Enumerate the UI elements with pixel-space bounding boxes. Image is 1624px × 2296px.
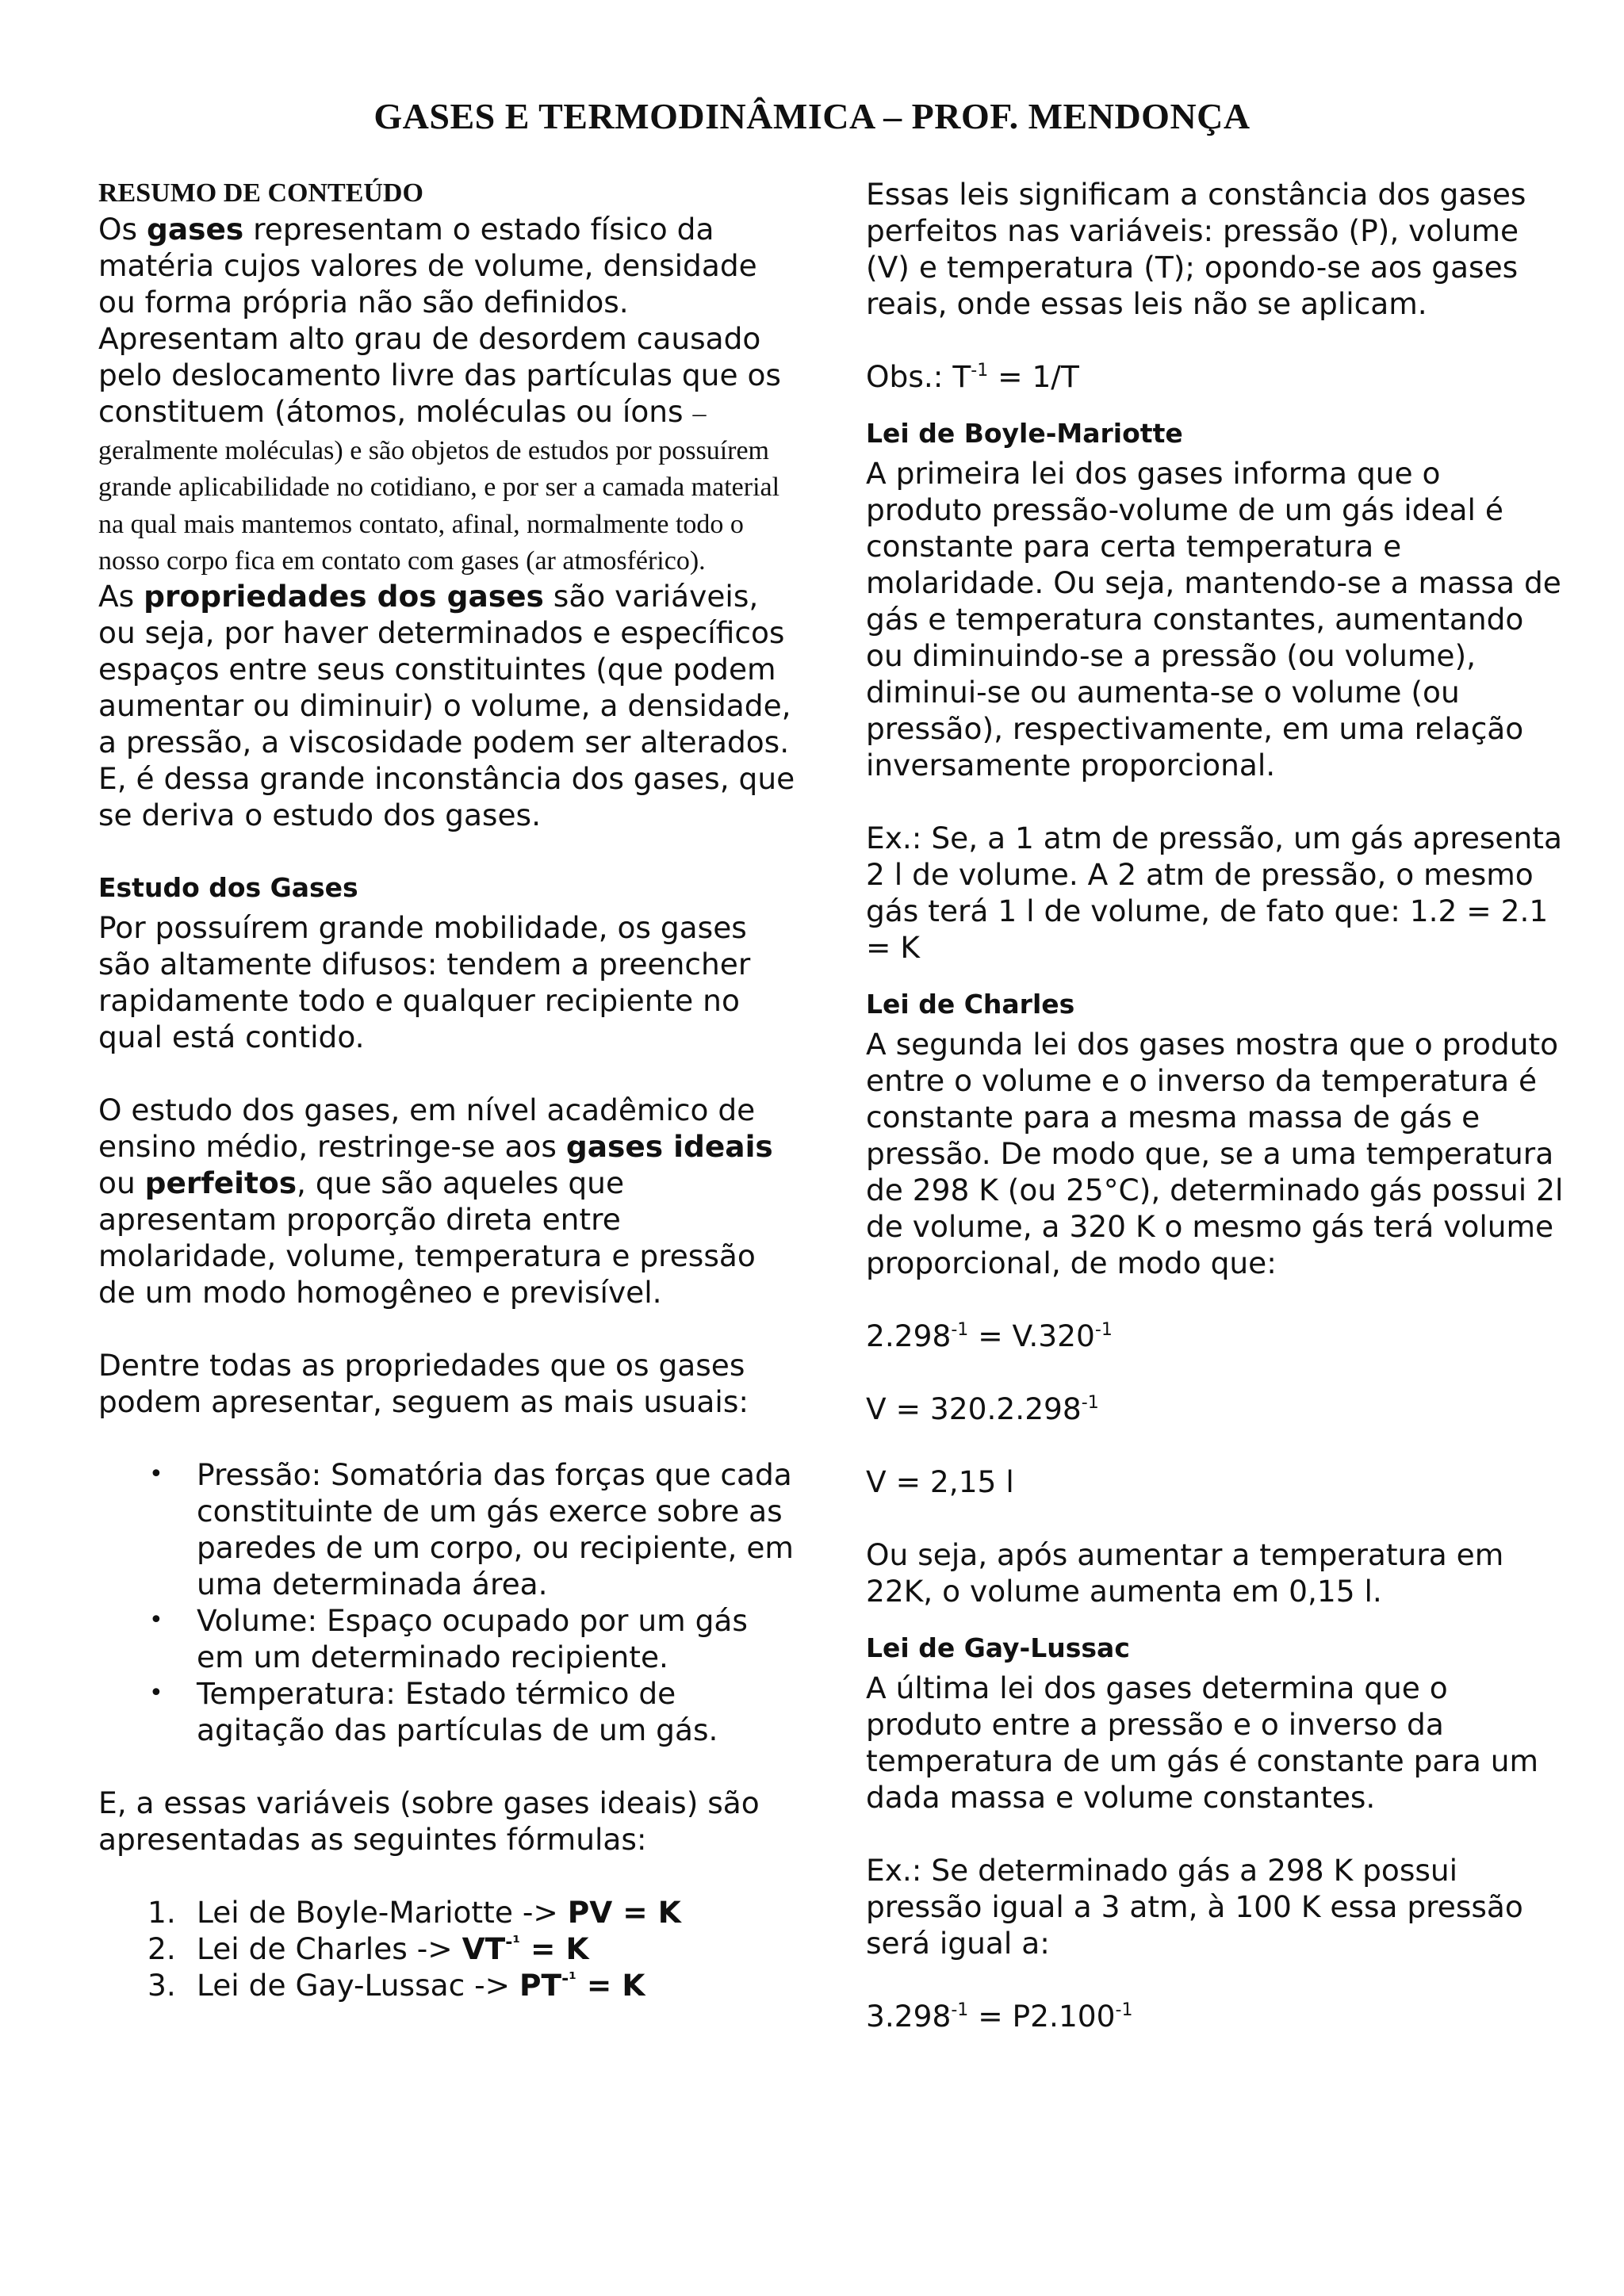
boyle-example: Ex.: Se, a 1 atm de pressão, um gás apresenta 2 l de volume. A 2 atm de pressão, o mesmo gás terá 1 l de volume, de fato que: 1.2 = 2.1 = K — [866, 821, 1562, 965]
list-item — [98, 1602, 796, 1675]
study-paragraph-2 — [98, 1092, 796, 1311]
obs-exponent: -1 — [971, 361, 989, 381]
right-column — [866, 176, 1564, 2034]
formula-text — [519, 1968, 645, 2003]
eq-exponent: -1 — [951, 1320, 969, 1340]
intro-bold-gases: gases — [146, 212, 244, 247]
bullet-icon: • — [149, 1605, 163, 1634]
intro-paragraph — [98, 211, 796, 578]
property-list — [98, 1456, 796, 1748]
page-title: GASES E TERMODINÂMICA – PROF. MENDONÇA — [373, 96, 1251, 136]
formulas-intro: E, a essas variáveis (sobre gases ideais) são apresentadas as seguintes fórmulas: — [98, 1785, 760, 1857]
bullet-icon: • — [149, 1460, 163, 1488]
intro-lead: Os — [98, 212, 147, 247]
eq-part: = P2.100 — [968, 1999, 1116, 2034]
properties-paragraph — [98, 578, 796, 833]
study-p2-lead: O estudo dos gases, em nível acadêmico de ensino médio, restringe-se aos — [98, 1092, 756, 1164]
intro-text: representam o estado físico da matéria cujos valores de volume, densidade ou forma própria não são definidos. Apresentam alto grau de desordem causado pelo deslocamento livre das partículas que os constituem (átomos, moléculas ou íons — [98, 212, 781, 429]
eq-part: 2.298 — [866, 1318, 952, 1353]
formula-label: Lei de Gay-Lussac -> — [197, 1967, 520, 2003]
eq-exponent: -1 — [1115, 2000, 1133, 2020]
props-text: são variáveis, ou seja, por haver determinados e específicos espaços entre seus constituintes (que podem aumentar ou diminuir) o volume, a densidade, a pressão, a viscosidade podem ser alterados. E, é dessa grande inconstância dos gases, que se deriva o estudo dos gases. — [98, 578, 795, 832]
list-item-text: Volume: Espaço ocupado por um gás em um determinado recipiente. — [197, 1602, 748, 1674]
study-heading: Estudo dos Gases — [98, 871, 358, 903]
intro-serif-text: – geralmente moléculas) e são objetos de estudos por possuírem grande aplicabilidade no cotidiano, e por ser a camada material na qual mais mantemos contato, afinal, normalmente todo o nosso corpo fica em contato com gases (ar atmosférico). — [98, 399, 780, 576]
charles-equation-1 — [866, 1318, 1564, 1354]
eq-exponent: -1 — [1094, 1320, 1113, 1340]
charles-equation-2 — [866, 1391, 1564, 1427]
charles-heading: Lei de Charles — [866, 989, 1075, 1020]
eq-part: V = 320.2.298 — [866, 1391, 1082, 1426]
formula-text — [462, 1931, 589, 1966]
obs-line — [866, 358, 1564, 395]
gay-lussac-paragraph: A última lei dos gases determina que o produto entre a pressão e o inverso da temperatura de um gás é constante para um dada massa e volume constantes. — [866, 1670, 1539, 1815]
formula-tail: = K — [520, 1931, 589, 1966]
study-p2-text: , que são aqueles que apresentam proporção direta entre molaridade, volume, temperatura e pressão de um modo homogêneo e previsível. — [98, 1165, 756, 1310]
formula-exponent: -¹ — [505, 1932, 520, 1953]
eq-exponent: -1 — [951, 2000, 969, 2020]
list-item — [98, 1894, 796, 1931]
eq-part: 3.298 — [866, 1999, 952, 2034]
left-column — [98, 176, 796, 2003]
study-paragraph-1: Por possuírem grande mobilidade, os gases são altamente difusos: tendem a preencher rapidamente todo e qualquer recipiente no qual está contido. — [98, 909, 751, 1054]
obs-post: = 1/T — [988, 359, 1079, 394]
laws-meaning-paragraph: Essas leis significam a constância dos gases perfeitos nas variáveis: pressão (P), volume (V) e temperatura (T); opondo-se aos gases reais, onde essas leis não se aplicam. — [866, 177, 1526, 321]
study-p2-bold-ideal: gases ideais — [565, 1128, 773, 1164]
list-item — [98, 1675, 796, 1748]
props-bold: propriedades dos gases — [144, 578, 544, 614]
study-p2-mid: ou — [98, 1165, 145, 1200]
formula-label: Lei de Charles -> — [197, 1931, 462, 1966]
formula-tail: = K — [576, 1967, 645, 2003]
bullet-icon: • — [149, 1678, 163, 1707]
obs-pre: Obs.: T — [866, 359, 971, 394]
section-title: RESUMO DE CONTEÚDO — [98, 178, 423, 208]
list-item — [98, 1931, 796, 1967]
list-number: 2. — [147, 1931, 176, 1966]
list-item — [98, 1456, 796, 1602]
gay-lussac-equation — [866, 1998, 1564, 2034]
list-number: 3. — [147, 1967, 176, 2003]
gay-lussac-example: Ex.: Se determinado gás a 298 K possui pressão igual a 3 atm, à 100 K essa pressão será igual a: — [866, 1853, 1523, 1961]
props-lead: As — [98, 578, 144, 614]
formula-label: Lei de Boyle-Mariotte -> — [197, 1894, 568, 1930]
charles-equation-3: V = 2,15 l — [866, 1464, 1014, 1499]
eq-part: = V.320 — [968, 1318, 1095, 1353]
charles-paragraph: A segunda lei dos gases mostra que o produto entre o volume e o inverso da temperatura é constante para a mesma massa de gás e pressão. De modo que, se a uma temperatura de 298 K (ou 25°C), determinado gás possui 2l de volume, a 320 K o mesmo gás terá volume proporcional, de modo que: — [866, 1027, 1564, 1280]
boyle-paragraph: A primeira lei dos gases informa que o produto pressão-volume de um gás ideal é constante para certa temperatura e molaridade. Ou seja, mantendo-se a massa de gás e temperatura constantes, aumentando ou diminuindo-se a pressão (ou volume), diminui-se ou aumenta-se o volume (ou pressão), respectivamente, em uma relação inversamente proporcional. — [866, 456, 1561, 783]
boyle-heading: Lei de Boyle-Mariotte — [866, 418, 1183, 449]
list-number: 1. — [147, 1894, 176, 1930]
eq-exponent: -1 — [1081, 1393, 1099, 1413]
formula-text: PV = K — [567, 1894, 681, 1930]
study-p2-bold-perfect: perfeitos — [144, 1165, 297, 1200]
list-item-text: Temperatura: Estado térmico de agitação das partículas de um gás. — [197, 1675, 718, 1747]
formula-base: PT — [519, 1967, 562, 2003]
study-paragraph-3: Dentre todas as propriedades que os gases podem apresentar, seguem as mais usuais: — [98, 1347, 749, 1419]
formula-list — [98, 1894, 796, 2003]
formula-exponent: -¹ — [561, 1969, 576, 1989]
gay-lussac-heading: Lei de Gay-Lussac — [866, 1632, 1130, 1663]
list-item — [98, 1967, 796, 2003]
formula-base: VT — [462, 1931, 506, 1966]
list-item-text: Pressão: Somatória das forças que cada constituinte de um gás exerce sobre as paredes de um corpo, ou recipiente, em uma determinada área. — [197, 1456, 794, 1601]
charles-conclusion: Ou seja, após aumentar a temperatura em 22K, o volume aumenta em 0,15 l. — [866, 1537, 1504, 1609]
